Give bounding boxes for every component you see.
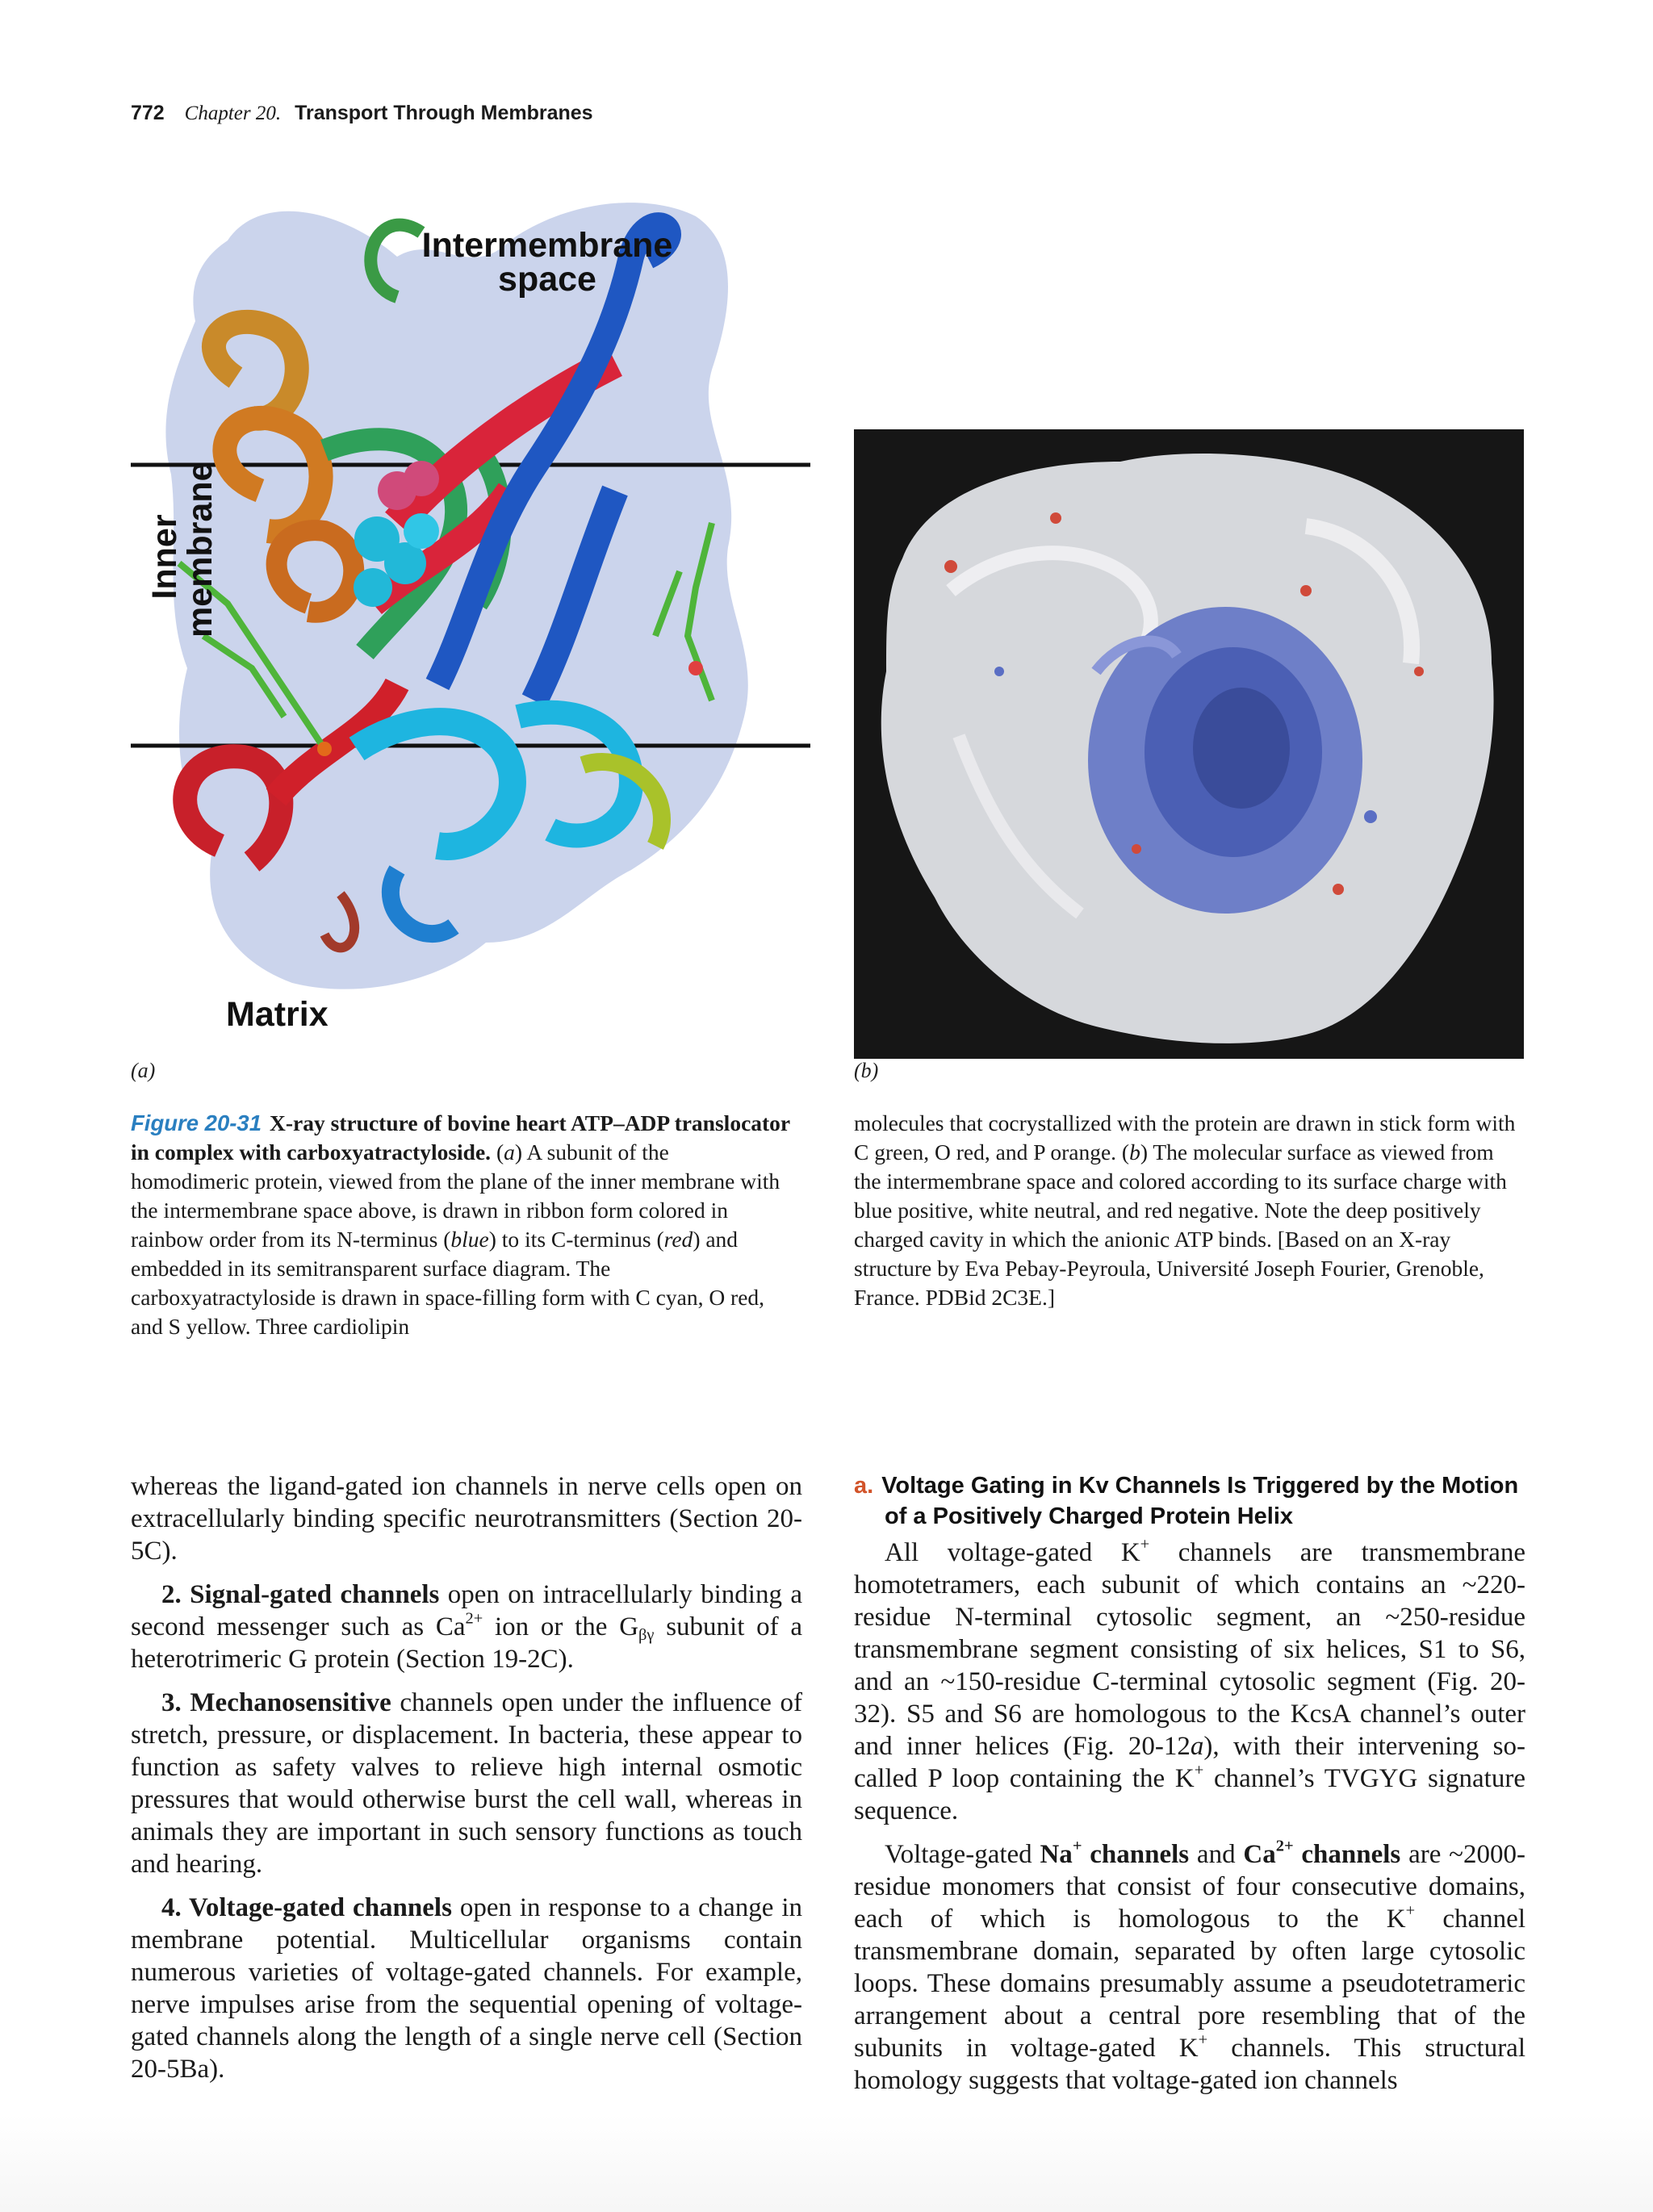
chapter-label: Chapter 20. [184,102,282,124]
paragraph: whereas the ligand-gated ion channels in nerve cells open on extracellularly binding specific neurotransmitters (Section 20-5C). [131,1472,802,1566]
inner-membrane-label: Inner membrane [145,462,220,638]
figure-panel-a [131,184,810,1082]
paragraph-kv-channels: All voltage-gated K+ channels are transmembrane homotetramers, each subunit of which contains an ~220-residue N-terminal cytosolic segment, an ~250-residue transmembrane segment consisting of six helices, S1 to S6, and an ~150-residue C-terminal cytosolic segment (Fig. 20-32). S5 and S6 are homologous to the KcsA channel’s outer and inner helices (Fig. 20-12a), with their intervening so-called P loop containing the K+ channel’s TVGYG signature sequence. [854,1535,1525,1825]
page-number: 772 [131,102,165,124]
figure-caption-right: molecules that cocrystallized with the protein are drawn in stick form with C green, O red, and P orange. (b) The molecular surface as viewed from the intermembrane space and colored according to its surface charge with blue positive, white neutral, and red negative. Note the deep positively charged cavity in which the anionic ATP binds. [Based on an X-ray structure by Eva Pebay-Peyroula, Université Joseph Fourier, Grenoble, France. PDBid 2C3E.] [854,1110,1516,1310]
paragraph-signal-gated: 2. Signal-gated channels open on intracellularly binding a second messenger such as $Ca^{2+}$ ion or the $G_{\beta\gamma}$ subunit of a heterotrimeric G protein (Section 19-2C). [131,1580,802,1674]
page-footer-area [0,2114,1653,2212]
ribbon-structure-illustration [131,184,810,1054]
intermembrane-space-label: Intermembrane space [421,226,673,299]
section-subheading: a. Voltage Gating in Kv Channels Is Triggered by the Motion of a Positively Charged Protein Helix [854,1473,1519,1529]
figure-number: Figure 20-31 [131,1110,262,1135]
surface-charge-illustration [854,429,1524,1059]
figure-panel-b [854,429,1524,1082]
paragraph-voltage-gated: 4. Voltage-gated channels open in response to a change in membrane potential. Multicellular organisms contain numerous varieties of voltage-gated channels. For example, nerve impulses arise from the sequential opening of voltage-gated channels along the length of a single nerve cell (Section 20-5Ba). [131,1893,802,2084]
chapter-title: Transport Through Membranes [295,102,593,124]
paragraph-mechanosensitive: 3. Mechanosensitive channels open under the influence of stretch, pressure, or displacement. In bacteria, these appear to function as safety valves to relieve high internal osmotic pressures that would otherwise burst the cell wall, whereas in animals they are important in such sensory functions as touch and hearing. [131,1688,802,1879]
paragraph-na-ca-channels: Voltage-gated Na+ channels and $Ca^{2+}$ channels are ~2000-residue monomers that consist of four consecutive domains, each of which is homologous to the K+ channel transmembrane domain, separated by often large cytosolic loops. These domains presumably assume a pseudotetrameric arrangement about a central pore resembling that of the subunits in voltage-gated K+ channels. This structural homology suggests that voltage-gated ion channels [854,1837,1526,2095]
matrix-label: Matrix [226,995,329,1034]
body-column-right [854,1470,1525,2108]
panel-a-label: (a) [131,1059,156,1082]
body-column-left [131,1470,802,2097]
running-head [131,102,593,125]
figure-title: X-ray structure of bovine heart ATP–ADP translocator in complex with carboxyatractyloside. [131,1110,790,1165]
figure-caption-left: Figure 20-31 X-ray structure of bovine heart ATP–ADP translocator in complex with carboxyatractyloside. (a) A subunit of the homodimeric protein, viewed from the plane of the inner membrane with the intermembrane space above, is drawn in ribbon form colored in rainbow order from its N-terminus (blue) to its C-terminus (red) and embedded in its semitransparent surface diagram. The carboxyatractyloside is drawn in space-filling form with C cyan, O red, and S yellow. Three cardiolipin [131,1110,790,1339]
panel-b-label: (b) [854,1059,879,1082]
